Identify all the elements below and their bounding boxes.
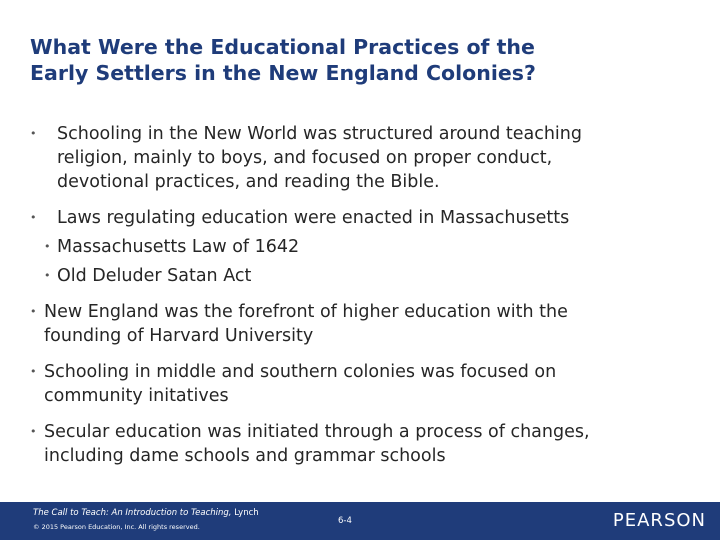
bullet-dot-icon: • (30, 127, 37, 140)
bullet-line: Laws regulating education were enacted in Massachusetts (57, 208, 570, 228)
bullet-dot-icon: • (30, 211, 37, 224)
bullet-dot-icon: • (30, 305, 37, 318)
bullet-line: including dame schools and grammar schools (44, 446, 446, 466)
title-line-1: What Were the Educational Practices of the (30, 35, 535, 59)
bullet-line: Schooling in the New World was structured around teaching (57, 124, 582, 144)
bullet-dot-icon: • (30, 425, 37, 438)
bullet-line: religion, mainly to boys, and focused on proper conduct, (57, 148, 553, 168)
footer-citation (33, 507, 259, 519)
footer-copyright: © 2015 Pearson Education, Inc. All rights reserved. (33, 523, 200, 531)
sub-bullet-dot-icon: • (44, 269, 51, 282)
footer-book-title: The Call to Teach: An Introduction to Teaching, (33, 508, 232, 518)
bullet-line: Secular education was initiated through a process of changes, (44, 422, 590, 442)
pearson-logo: PEARSON (612, 510, 706, 531)
bullet-dot-icon: • (30, 365, 37, 378)
bullet-line: Schooling in middle and southern colonies was focused on (44, 362, 557, 382)
sub-bullet-line: Massachusetts Law of 1642 (57, 237, 300, 257)
slide-title (30, 34, 690, 86)
page-number: 6-4 (338, 516, 352, 526)
bullet-line: New England was the forefront of higher education with the (44, 302, 568, 322)
bullet-line: devotional practices, and reading the Bible. (57, 172, 440, 192)
bullet-line: community initatives (44, 386, 229, 406)
sub-bullet-dot-icon: • (44, 240, 51, 253)
footer-author: Lynch (231, 508, 259, 518)
slide-footer (0, 502, 720, 540)
title-line-2: Early Settlers in the New England Colonies? (30, 61, 536, 85)
bullet-line: founding of Harvard University (44, 326, 314, 346)
sub-bullet-line: Old Deluder Satan Act (57, 266, 252, 286)
